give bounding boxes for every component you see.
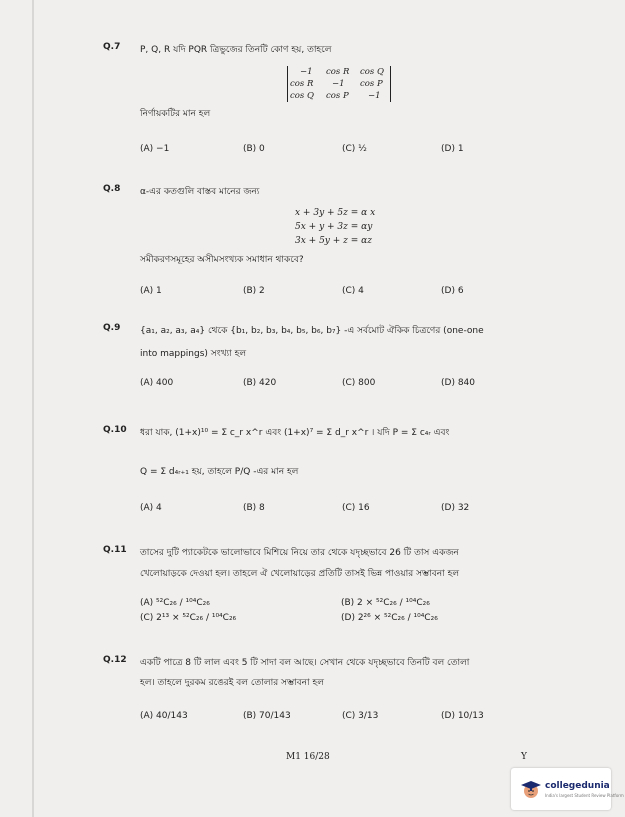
option-d: (D) 32: [441, 503, 470, 513]
question-text: হল। তাহলে দুরকম রঙেরই বল তোলার সম্ভাবনা হল: [140, 678, 324, 688]
equation: x + 3y + 5z = α x: [295, 208, 376, 218]
det-cell: cos P: [326, 91, 349, 101]
logo-tagline: India's largest Student Review Platform: [545, 793, 624, 798]
det-cell: cos Q: [360, 67, 384, 77]
det-cell: cos R: [326, 67, 350, 77]
option-c: (C) 16: [342, 503, 370, 513]
question-text: P, Q, R যদি PQR ত্রিভুজের তিনটি কোণ হয়, তাহলে: [140, 45, 332, 55]
option-c: (C) 4: [342, 286, 364, 296]
det-cell: cos R: [290, 79, 314, 89]
option-a: (A) ⁵²C₂₆ / ¹⁰⁴C₂₆: [140, 598, 210, 608]
question-text: α-এর কতগুলি বাস্তব মানের জন্য: [140, 187, 260, 197]
question-number: Q.8: [103, 184, 121, 194]
collegedunia-logo: [511, 768, 624, 810]
question-text: সমীকরণসমূহের অসীমসংখ্যক সমাধান থাকবে?: [140, 255, 304, 265]
question-number: Q.7: [103, 42, 121, 52]
determinant: [287, 66, 391, 102]
question-text: {a₁, a₂, a₃, a₄} থেকে {b₁, b₂, b₃, b₄, b₅, b₆, b₇} -এ সর্বমোট ঐকিক চিত্রণের (one-one: [140, 326, 484, 336]
question-text: খেলোয়াড়কে দেওয়া হল। তাহলে ঐ খেলোয়াড়ের প্রতিটি তাসই ভিন্ন পাওয়ার সম্ভাবনা হল: [140, 569, 460, 579]
question-text: Q = Σ d₄ᵣ₊₁ হয়, তাহলে P/Q -এর মান হল: [140, 467, 299, 477]
det-cell: −1: [368, 91, 381, 101]
option-b: (B) 70/143: [243, 711, 291, 721]
question-text: ধরা যাক, (1+x)¹⁰ = Σ c_r x^r এবং (1+x)⁷ = Σ d_r x^r । যদি P = Σ c₄ᵣ এবং: [140, 428, 450, 438]
option-a: (A) 40/143: [140, 711, 188, 721]
graduate-icon: [519, 777, 543, 801]
option-d: (D) 840: [441, 378, 475, 388]
option-c: (C) 3/13: [342, 711, 379, 721]
logo-name: collegedunia: [545, 781, 610, 791]
question-text: তাসের দুটি প্যাকেটকে ভালোভাবে মিশিয়ে নিয়ে তার থেকে যদৃচ্ছভাবে 26 টি তাস একজন: [140, 548, 459, 558]
equation: 5x + y + 3z = αy: [295, 222, 373, 232]
equation: 3x + 5y + z = αz: [295, 236, 372, 246]
option-a: (A) 400: [140, 378, 174, 388]
det-cell: −1: [300, 67, 313, 77]
option-a: (A) −1: [140, 144, 170, 154]
option-b: (B) 2: [243, 286, 265, 296]
option-c: (C) 800: [342, 378, 376, 388]
margin-line: [32, 0, 34, 817]
question-text: into mappings) সংখ্যা হল: [140, 349, 247, 359]
question-number: Q.11: [103, 545, 127, 555]
det-cell: cos Q: [290, 91, 314, 101]
option-b: (B) 2 × ⁵²C₂₆ / ¹⁰⁴C₂₆: [341, 598, 430, 608]
question-text: নির্ণায়কটির মান হল: [140, 109, 211, 119]
option-c: (C) ½: [342, 144, 367, 154]
option-d: (D) 6: [441, 286, 464, 296]
option-d: (D) 2²⁶ × ⁵²C₂₆ / ¹⁰⁴C₂₆: [341, 613, 438, 623]
option-b: (B) 8: [243, 503, 265, 513]
page-mark: Y: [521, 752, 527, 762]
page-number: M1 16/28: [286, 752, 330, 762]
option-b: (B) 420: [243, 378, 277, 388]
question-number: Q.9: [103, 323, 121, 333]
question-number: Q.12: [103, 655, 127, 665]
option-b: (B) 0: [243, 144, 265, 154]
option-d: (D) 10/13: [441, 711, 484, 721]
option-c: (C) 2¹³ × ⁵²C₂₆ / ¹⁰⁴C₂₆: [140, 613, 237, 623]
det-cell: cos P: [360, 79, 383, 89]
option-a: (A) 1: [140, 286, 162, 296]
det-cell: −1: [332, 79, 345, 89]
option-d: (D) 1: [441, 144, 464, 154]
question-number: Q.10: [103, 425, 127, 435]
question-text: একটি পাত্রে 8 টি লাল এবং 5 টি সাদা বল আছে। সেখান থেকে যদৃচ্ছভাবে তিনটি বল তোলা: [140, 658, 470, 668]
option-a: (A) 4: [140, 503, 162, 513]
